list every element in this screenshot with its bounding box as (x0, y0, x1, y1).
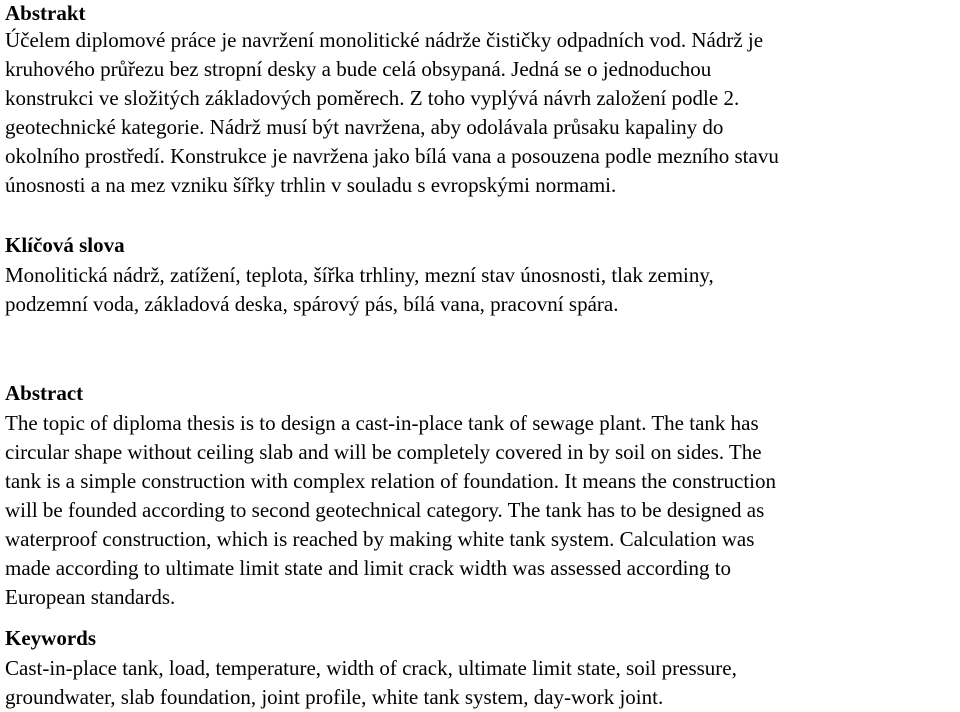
text-line: tank is a simple construction with complex relation of foundation. It means the construction (5, 469, 776, 493)
text-line: groundwater, slab foundation, joint profile, white tank system, day-work joint. (5, 685, 664, 709)
czech-abstract-heading: Abstrakt (5, 1, 86, 25)
english-abstract-heading: Abstract (5, 381, 84, 405)
english-keywords-heading: Keywords (5, 626, 96, 650)
text-line: Monolitická nádrž, zatížení, teplota, šířka trhliny, mezní stav únosnosti, tlak zeminy, (5, 263, 714, 287)
czech-keywords-section (5, 232, 714, 319)
text-line: únosnosti a na mez vzniku šířky trhlin v souladu s evropskými normami. (5, 173, 617, 197)
english-keywords-text (5, 654, 737, 712)
text-line: made according to ultimate limit state and limit crack width was assessed according to (5, 556, 732, 580)
text-line: will be founded according to second geotechnical category. The tank has to be designed as (5, 498, 765, 522)
text-line: okolního prostředí. Konstrukce je navržena jako bílá vana a posouzena podle mezního stavu (5, 144, 779, 168)
text-line: kruhového průřezu bez stropní desky a bude celá obsypaná. Jedná se o jednoduchou (5, 57, 712, 81)
english-abstract-section (5, 380, 776, 612)
text-line: Účelem diplomové práce je navržení monolitické nádrže čističky odpadních vod. Nádrž je (5, 28, 764, 52)
czech-keywords-heading: Klíčová slova (5, 233, 125, 257)
czech-abstract-section (5, 0, 779, 200)
english-abstract-text (5, 409, 776, 612)
text-line: waterproof construction, which is reached by making white tank system. Calculation was (5, 527, 755, 551)
text-line: konstrukci ve složitých základových poměrech. Z toho vyplývá návrh založení podle 2. (5, 86, 740, 110)
text-line: geotechnické kategorie. Nádrž musí být navržena, aby odolávala průsaku kapaliny do (5, 115, 724, 139)
czech-abstract-text (5, 26, 779, 200)
czech-keywords-text (5, 261, 714, 319)
text-line: European standards. (5, 585, 176, 609)
text-line: circular shape without ceiling slab and will be completely covered in by soil on sides. The (5, 440, 762, 464)
text-line: Cast-in-place tank, load, temperature, width of crack, ultimate limit state, soil pressure, (5, 656, 737, 680)
text-line: podzemní voda, základová deska, spárový pás, bílá vana, pracovní spára. (5, 292, 619, 316)
text-line: The topic of diploma thesis is to design a cast-in-place tank of sewage plant. The tank has (5, 411, 759, 435)
english-keywords-section (5, 625, 737, 712)
